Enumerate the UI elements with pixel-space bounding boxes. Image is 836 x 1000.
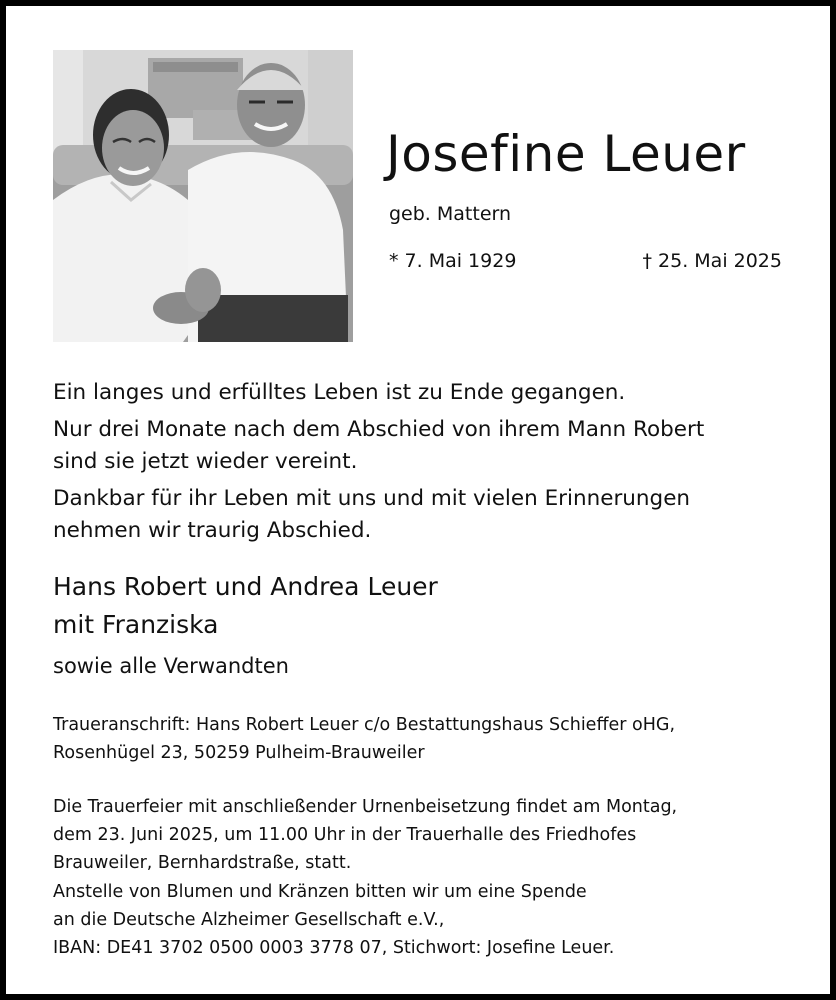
relatives [53, 651, 289, 681]
birth-date: * 7. Mai 1929 [389, 250, 517, 272]
birth-name: geb. Mattern [389, 203, 512, 225]
address-line-1: Traueranschrift: Hans Robert Leuer c/o Bestattungshaus Schieffer oHG, [53, 715, 676, 735]
ceremony-info [53, 793, 677, 877]
donation-line-3: IBAN: DE41 3702 0500 0003 3778 07, Stichwort: Josefine Leuer. [53, 938, 615, 958]
gratitude-line-1: Dankbar für ihr Leben mit uns und mit vielen Erinnerungen [53, 486, 691, 511]
family-names [53, 568, 438, 644]
deceased-name: Josefine Leuer [386, 125, 746, 183]
donation-line-2: an die Deutsche Alzheimer Gesellschaft e.V., [53, 910, 445, 930]
ceremony-line-3: Brauweiler, Bernhardstraße, statt. [53, 853, 352, 873]
ceremony-line-1: Die Trauerfeier mit anschließender Urnenbeisetzung findet am Montag, [53, 797, 678, 817]
reunion-line-2: sind sie jetzt wieder vereint. [53, 449, 358, 474]
family-line-2: mit Franziska [53, 610, 219, 639]
ceremony-line-2: dem 23. Juni 2025, um 11.00 Uhr in der Trauerhalle des Friedhofes [53, 825, 637, 845]
mourning-address [53, 711, 675, 767]
death-date: † 25. Mai 2025 [642, 250, 782, 272]
address-line-2: Rosenhügel 23, 50259 Pulheim-Brauweiler [53, 743, 425, 763]
reunion-line-1: Nur drei Monate nach dem Abschied von ihrem Mann Robert [53, 417, 705, 442]
couple-photo [53, 50, 353, 342]
opening-line [53, 377, 625, 409]
opening-text: Ein langes und erfülltes Leben ist zu Ende gegangen. [53, 380, 626, 405]
gratitude-line-2: nehmen wir traurig Abschied. [53, 518, 372, 543]
reunion-paragraph [53, 414, 704, 478]
family-line-1: Hans Robert und Andrea Leuer [53, 572, 438, 601]
donation-line-1: Anstelle von Blumen und Kränzen bitten wir um eine Spende [53, 882, 587, 902]
gratitude-paragraph [53, 483, 690, 547]
donation-info [53, 878, 614, 962]
family-line-3: sowie alle Verwandten [53, 654, 289, 678]
